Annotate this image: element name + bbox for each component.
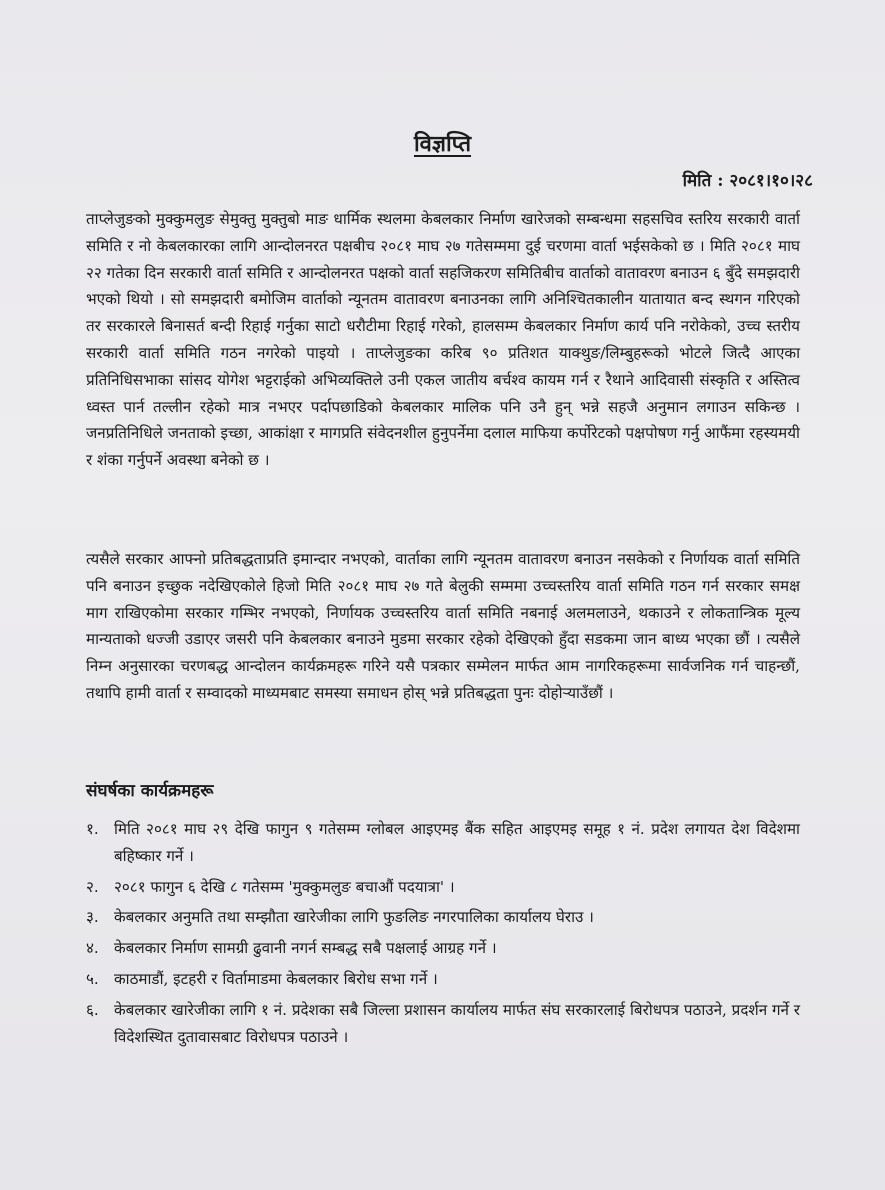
list-item-text: २०८१ फागुन ६ देखि ८ गतेसम्म 'मुक्कुमलुङ बचाऔं पदयात्रा' । (114, 877, 455, 896)
programs-list (86, 816, 800, 1054)
list-item (86, 997, 800, 1051)
list-item (86, 904, 800, 931)
document-date: मिति : २०८१।१०।२८ (682, 171, 813, 191)
list-item (86, 816, 800, 870)
list-item-text: केबलकार अनुमति तथा सम्झौता खारेजीका लागि फुङलिङ नगरपालिका कार्यालय घेराउ । (114, 908, 594, 927)
list-item-text: मिति २०८१ माघ २९ देखि फागुन ९ गतेसम्म ग्लोबल आइएमइ बैंक सहित आइएमइ समूह १ नं. प्रदेश लगायत देश विदेशमा बहिष्कार गर्ने । (114, 820, 800, 865)
list-item-text: केबलकार निर्माण सामग्री ढुवानी नगर्न सम्बद्ध सबै पक्षलाई आग्रह गर्ने । (114, 939, 497, 958)
list-item-text: काठमाडौं, इटहरी र विर्तामाडमा केबलकार बिरोध सभा गर्ने । (114, 969, 438, 988)
list-item-number: १. (86, 820, 99, 838)
programs-heading: संघर्षका कार्यक्रमहरू (86, 781, 214, 801)
list-item (86, 966, 800, 993)
document-title: विज्ञप्ति (413, 131, 472, 157)
list-item (86, 935, 800, 962)
list-item-number: ६. (86, 1000, 99, 1019)
paragraph-2: त्यसैले सरकार आफ्नो प्रतिबद्धताप्रति इमान्दार नभएको, वार्ताका लागि न्यूनतम वातावरण बनाउन नसकेको र निर्णायक वार्ता समिति पनि बनाउन इच्छुक नदेखिएकोले हिजो मिति २०८१ माघ २७ गते बेलुकी सम्ममा उच्चस्तरिय वार्ता समिति गठन गर्न सरकार समक्ष माग राखिएकोमा सरकार गम्भिर नभएको, निर्णायक उच्चस्तरिय वार्ता समिति नबनाई अलमलाउने, थकाउने र लोकतान्त्रिक मूल्य मान्यताको धज्जी उडाएर जसरी पनि केबलकार बनाउने मुडमा सरकार रहेको देखिएको हुँदा सडकमा जान बाध्य भएका छौं । त्यसैले निम्न अनुसारका चरणबद्ध आन्दोलन कार्यक्रमहरू गरिने यसै पत्रकार सम्मेलन मार्फत आम नागरिकहरूमा सार्वजनिक गर्न चाहन्छौं, तथापि हामी वार्ता र सम्वादको माध्यमबाट समस्या समाधन होस् भन्ने प्रतिबद्धता पुनः दोहोऱ्याउँछौं । (86, 550, 800, 702)
list-item-text: केबलकार खारेजीका लागि १ नं. प्रदेशका सबै जिल्ला प्रशासन कार्यालय मार्फत संघ सरकारलाई बिरोधपत्र पठाउने, प्रदर्शन गर्ने र विदेशस्थित दुतावासबाट विरोधपत्र पठाउने । (114, 1000, 800, 1046)
list-item-number: ३. (86, 908, 99, 927)
list-item-number: ४. (86, 939, 99, 958)
list-item (86, 874, 800, 901)
list-item-number: २. (86, 877, 99, 896)
paragraph-1: ताप्लेजुङको मुक्कुमलुङ सेमुक्तु मुक्तुबो माङ धार्मिक स्थलमा केबलकार निर्माण खारेजको सम्बन्धमा सहसचिव स्तरिय सरकारी वार्ता समिति र नो केबलकारका लागि आन्दोलनरत पक्षबीच २०८१ माघ २७ गतेसम्ममा दुई चरणमा वार्ता भईसकेको छ । मिति २०८१ माघ २२ गतेका दिन सरकारी वार्ता समिति र आन्दोलनरत पक्षको वार्ता सहजिकरण समितिबीच वार्ताको वातावरण बनाउन ६ बुँदे समझदारी भएको थियो । सो समझदारी बमोजिम वार्ताको न्यूनतम वातावरण बनाउनका लागि अनिश्चितकालीन यातायात बन्द स्थगन गरिएको तर सरकारले बिनासर्त बन्दी रिहाई गर्नुका साटो धरौटीमा रिहाई गरेको, हालसम्म केबलकार निर्माण कार्य पनि नरोकेको, उच्च स्तरीय सरकारी वार्ता समिति गठन नगरेको पाइयो । ताप्लेजुङका करिब ९० प्रतिशत याक्थुङ/लिम्बुहरूको भोटले जित्दै आएका प्रतिनिधिसभाका सांसद योगेश भट्टराईको अभिव्यक्तिले उनी एकल जातीय बर्चश्व कायम गर्न र रैथाने आदिवासी संस्कृति र अस्तित्व ध्वस्त पार्न तल्लीन रहेको मात्र नभएर पर्दापछाडिको केबलकार मालिक पनि उनै हुन् भन्ने सहजै अनुमान लगाउन सकिन्छ । जनप्रतिनिधिले जनताको इच्छा, आकांक्षा र मागप्रति संवेदनशील हुनुपर्नेमा दलाल माफिया कर्पोरेटको पक्षपोषण गर्नु आफैंमा रहस्यमयी र शंका गर्नुपर्ने अवस्था बनेको छ । (86, 210, 800, 470)
list-item-number: ५. (86, 969, 99, 988)
